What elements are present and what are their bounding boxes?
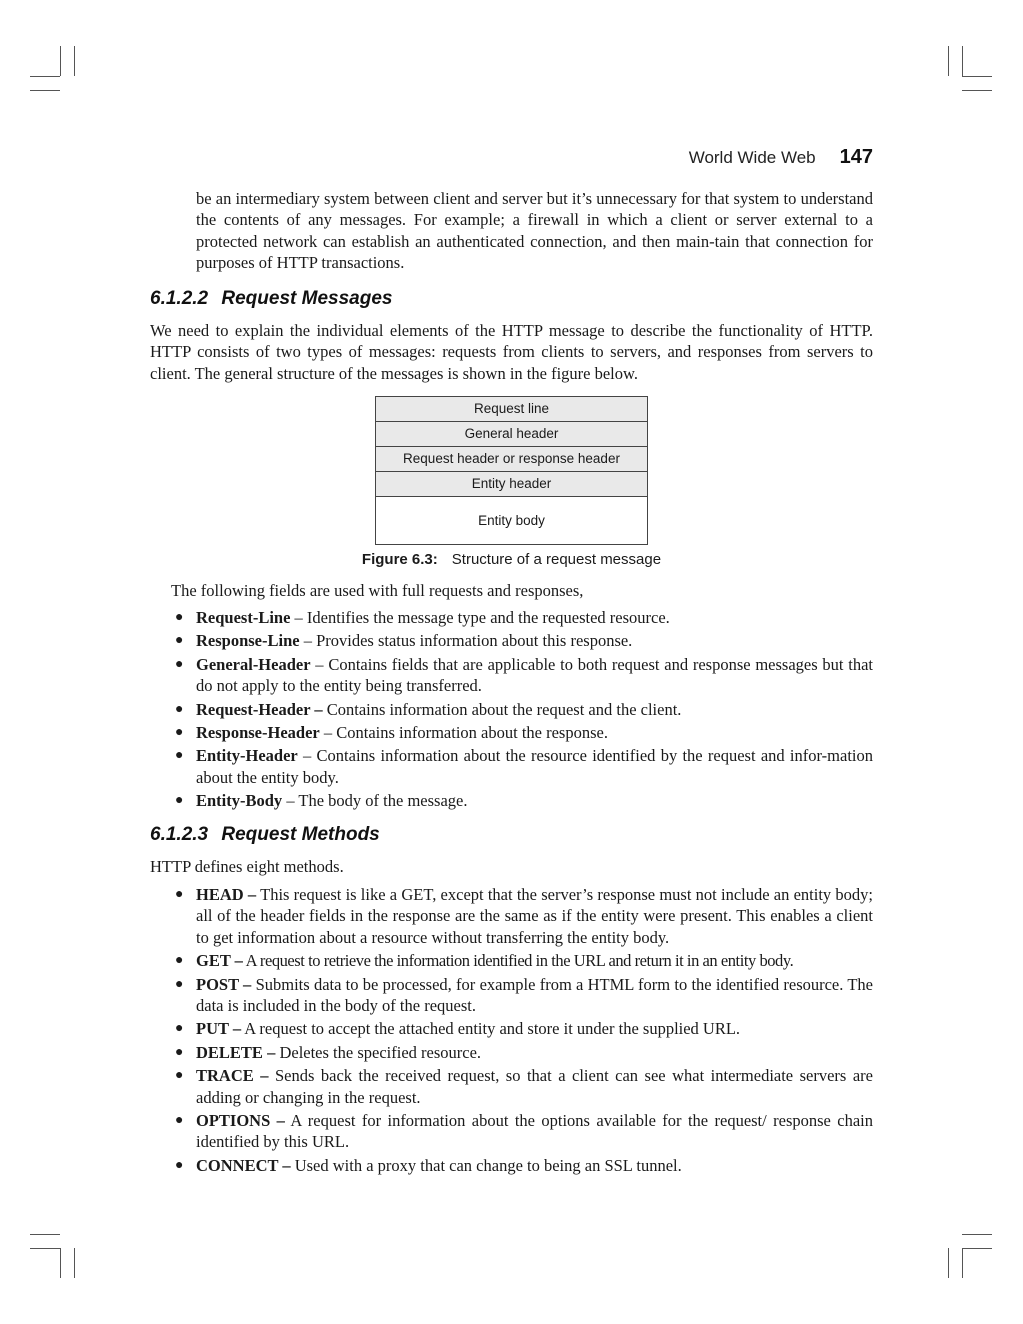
message-structure-figure xyxy=(375,396,648,545)
figure-row: Entity body xyxy=(376,497,647,544)
crop-mark xyxy=(74,1248,75,1278)
method-desc: This request is like a GET, except that the server’s response must not include an entity body; all of the header fields in the response are the same as if the entity were present. This enables a client to get information about a resource without transferring the entity body. xyxy=(196,885,873,947)
methods-list xyxy=(173,884,873,1178)
field-term: General-Header xyxy=(196,654,311,674)
crop-mark xyxy=(948,46,949,76)
crop-mark xyxy=(30,1234,60,1235)
figure-caption-label: Figure 6.3: xyxy=(361,551,438,568)
field-term: Request-Header – xyxy=(196,699,323,719)
method-term: CONNECT – xyxy=(196,1155,291,1175)
crop-mark xyxy=(948,1248,949,1278)
crop-mark xyxy=(30,76,60,77)
crop-mark xyxy=(962,76,992,77)
figure-row: Request header or response header xyxy=(376,447,647,472)
field-term: Entity-Header xyxy=(196,746,298,766)
method-term: OPTIONS – xyxy=(196,1111,285,1131)
section-number: 6.1.2.3 xyxy=(150,824,209,845)
crop-mark xyxy=(962,46,963,76)
figure-caption xyxy=(150,551,873,568)
list-item: ● TRACE – Sends back the received request, so that a client can see what intermediate servers are adding or changing in the request. xyxy=(175,1066,873,1107)
field-desc: Contains information about the request and the client. xyxy=(322,699,682,719)
method-desc: Deletes the specified resource. xyxy=(275,1042,482,1062)
field-desc: – Contains fields that are applicable to both request and response messages but that do not apply to the entity being transferred. xyxy=(196,654,873,696)
request-methods-intro: HTTP defines eight methods. xyxy=(150,857,344,876)
field-desc: – Contains information about the resource identified by the request and infor-mation about the entity body. xyxy=(196,746,873,787)
field-term: Request-Line xyxy=(196,608,291,627)
intro-paragraph: be an intermediary system between client and server but it’s unnecessary for that system to understand the contents of any messages. For example; a firewall in which a client or server external to a protected network can establish an authenticated connection, and then main-tain that connection for purposes of HTTP transactions. xyxy=(196,189,873,273)
method-desc: Submits data to be processed, for example from a HTML form to the identified resource. The data is included in the body of the request. xyxy=(196,974,874,1016)
method-term: DELETE – xyxy=(196,1042,276,1062)
method-term: POST – xyxy=(196,974,252,994)
list-item: ● DELETE – Deletes the specified resource. xyxy=(175,1042,482,1062)
list-item: ● Request-Header – Contains information about the request and the client. xyxy=(175,699,682,719)
list-item: ● HEAD – This request is like a GET, except that the server’s response must not include an entity body; all of the header fields in the response are the same as if the entity were present. This enables a client to get information about a resource without transferring the entity body. xyxy=(175,885,873,947)
fields-intro: The following fields are used with full requests and responses, xyxy=(171,581,584,600)
request-messages-paragraph: We need to explain the individual elements of the HTTP message to describe the functionality of HTTP. HTTP consists of two types of messages: requests from clients to servers, and responses from servers to client. The general structure of the messages is shown in the figure below. xyxy=(150,321,873,383)
section-title: Request Methods xyxy=(221,824,380,845)
figure-row: Request line xyxy=(376,397,647,422)
field-term: Entity-Body xyxy=(196,791,283,811)
section-number: 6.1.2.2 xyxy=(150,288,209,309)
fields-list xyxy=(173,607,873,814)
method-term: PUT – xyxy=(196,1019,242,1039)
running-header xyxy=(150,146,873,172)
list-item: ● PUT – A request to accept the attached entity and store it under the supplied URL. xyxy=(175,1019,741,1039)
list-item: ● Response-Header – Contains information about the response. xyxy=(175,723,608,743)
crop-mark xyxy=(30,1248,60,1249)
page-number: 147 xyxy=(839,146,873,168)
list-item: ● GET – A request to retrieve the information identified in the URL and return it in an entity body. xyxy=(175,951,794,971)
method-term: HEAD – xyxy=(196,885,257,904)
crop-mark xyxy=(60,1248,61,1278)
method-term: GET – xyxy=(196,951,243,971)
list-item: ● Request-Line – Identifies the message type and the requested resource. xyxy=(175,608,670,627)
figure-row: General header xyxy=(376,422,647,447)
method-desc: Used with a proxy that can change to being an SSL tunnel. xyxy=(290,1155,682,1175)
field-desc: – The body of the message. xyxy=(282,791,468,811)
field-desc: – Identifies the message type and the requested resource. xyxy=(290,608,670,627)
section-title: Request Messages xyxy=(221,288,393,309)
field-desc: – Contains information about the response. xyxy=(319,723,608,743)
method-term: TRACE – xyxy=(196,1066,269,1086)
list-item: ● Response-Line – Provides status information about this response. xyxy=(175,631,633,651)
crop-mark xyxy=(60,46,61,76)
list-item: ● POST – Submits data to be processed, for example from a HTML form to the identified resource. The data is included in the body of the request. xyxy=(175,974,874,1016)
method-desc: A request for information about the options available for the request/ response chain identified by this URL. xyxy=(196,1111,873,1152)
crop-mark xyxy=(962,1234,992,1235)
figure-row: Entity header xyxy=(376,472,647,497)
method-desc: A request to retrieve the information identified in the URL and return it in an entity body. xyxy=(242,951,794,971)
figure-caption-text: Structure of a request message xyxy=(451,551,662,568)
list-item: ● CONNECT – Used with a proxy that can change to being an SSL tunnel. xyxy=(175,1155,682,1175)
section-heading-request-methods xyxy=(150,824,380,846)
method-desc: Sends back the received request, so that a client can see what intermediate servers are adding or changing in the request. xyxy=(196,1066,873,1107)
crop-mark xyxy=(74,46,75,76)
section-heading-request-messages xyxy=(150,288,392,310)
list-item: ● Entity-Header – Contains information about the resource identified by the request and infor-mation about the entity body. xyxy=(175,746,873,787)
field-term: Response-Header xyxy=(196,723,320,743)
field-desc: – Provides status information about this response. xyxy=(299,631,633,651)
crop-mark xyxy=(30,90,60,91)
method-desc: A request to accept the attached entity and store it under the supplied URL. xyxy=(241,1019,741,1039)
crop-mark xyxy=(962,1248,992,1249)
list-item: ● General-Header – Contains fields that are applicable to both request and response messages but that do not apply to the entity being transferred. xyxy=(175,654,873,696)
crop-mark xyxy=(962,1248,963,1278)
list-item: ● OPTIONS – A request for information about the options available for the request/ response chain identified by this URL. xyxy=(175,1111,873,1152)
crop-mark xyxy=(962,90,992,91)
field-term: Response-Line xyxy=(196,631,300,651)
running-title: World Wide Web xyxy=(688,148,816,167)
list-item: ● Entity-Body – The body of the message. xyxy=(175,791,468,811)
